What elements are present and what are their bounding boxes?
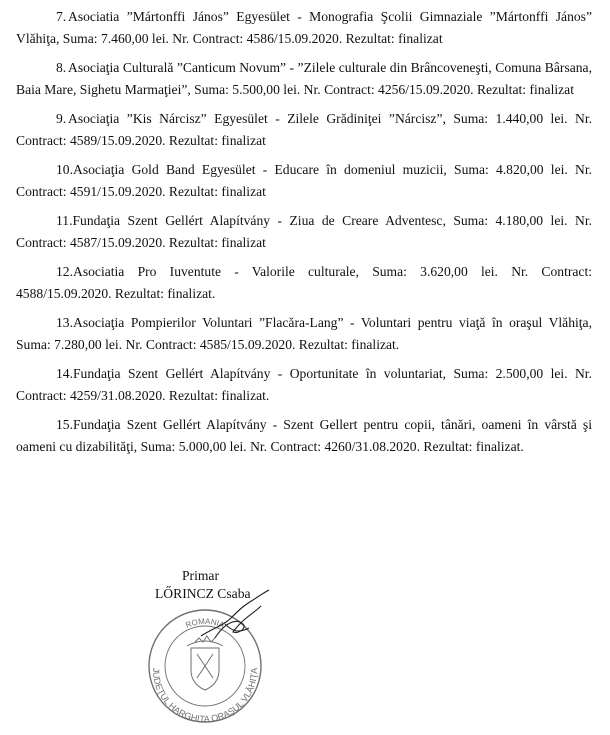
item-number: 10. [56, 162, 73, 177]
item-text: Asociaţia Gold Band Egyesület - Educare în domeniul muzicii, Suma: 4.820,00 lei. Nr. Contract: 4591/15.09.2020. Rezultat: finalizat [16, 162, 592, 199]
list-item [16, 414, 592, 458]
item-text: Fundaţia Szent Gellért Alapítvány - Szent Gellert pentru copii, tânări, oameni în vârstă şi oameni cu dizabilităţi, Suma: 5.000,00 lei. Nr. Contract: 4260/31.08.2020. Rezultat: finalizat. [16, 417, 592, 454]
item-number: 13. [56, 315, 73, 330]
item-number: 7. [56, 9, 67, 24]
stamp-bottom-text: JUDEŢUL HARGHITA ORAŞUL VLĂHIŢA [150, 667, 260, 725]
list-item [16, 363, 592, 407]
signatory-name: LŐRINCZ Csaba [155, 586, 251, 601]
item-number: 9. [56, 111, 67, 126]
item-number: 15. [56, 417, 73, 432]
item-text: Asociaţia ”Kis Nárcisz” Egyesület - Zilele Grădiniţei ”Nárcisz”, Suma: 1.440,00 lei. Nr. Contract: 4589/15.09.2020. Rezultat: finalizat [16, 111, 592, 148]
stamp-top-text: ROMANIA [184, 616, 226, 630]
item-text: Asociatia Pro Iuventute - Valorile culturale, Suma: 3.620,00 lei. Nr. Contract: 4588/15.09.2020. Rezultat: finalizat. [16, 264, 592, 301]
list-item [16, 108, 592, 152]
list-item [16, 261, 592, 305]
item-number: 12. [56, 264, 73, 279]
item-text: Asociaţia Culturală ”Canticum Novum” - ”Zilele culturale din Brâncoveneşti, Comuna Bârsana, Baia Mare, Sighetu Marmaţiei”, Suma: 5.500,00 lei. Nr. Contract: 4256/15.09.2020. Rezultat: finalizat [16, 60, 592, 97]
entries-list [16, 6, 592, 465]
item-text: Asociaţia Pompierilor Voluntari ”Flacăra-Lang” - Voluntari pentru viaţă în oraşul Vlăhiţa, Suma: 7.280,00 lei. Nr. Contract: 4585/15.09.2020. Rezultat: finalizat. [16, 315, 592, 352]
list-item [16, 210, 592, 254]
item-text: Asociatia ”Mártonffi János” Egyesület - Monografia Şcolii Gimnaziale ”Mártonffi János” Vlăhiţa, Suma: 7.460,00 lei. Nr. Contract: 4586/15.09.2020. Rezultat: finalizat [16, 9, 592, 46]
signatory-title: Primar [182, 568, 219, 583]
item-number: 8. [56, 60, 67, 75]
list-item [16, 312, 592, 356]
item-text: Fundaţia Szent Gellért Alapítvány - Ziua de Creare Adventesc, Suma: 4.180,00 lei. Nr. Contract: 4587/15.09.2020. Rezultat: finalizat [16, 213, 592, 250]
item-number: 14. [56, 366, 73, 381]
list-item [16, 159, 592, 203]
list-item [16, 6, 592, 50]
item-number: 11. [56, 213, 73, 228]
list-item [16, 57, 592, 101]
item-text: Fundaţia Szent Gellért Alapítvány - Oportunitate în voluntariat, Suma: 2.500,00 lei. Nr. Contract: 4259/31.08.2020. Rezultat: finalizat. [16, 366, 592, 403]
handwritten-signature [195, 588, 275, 648]
